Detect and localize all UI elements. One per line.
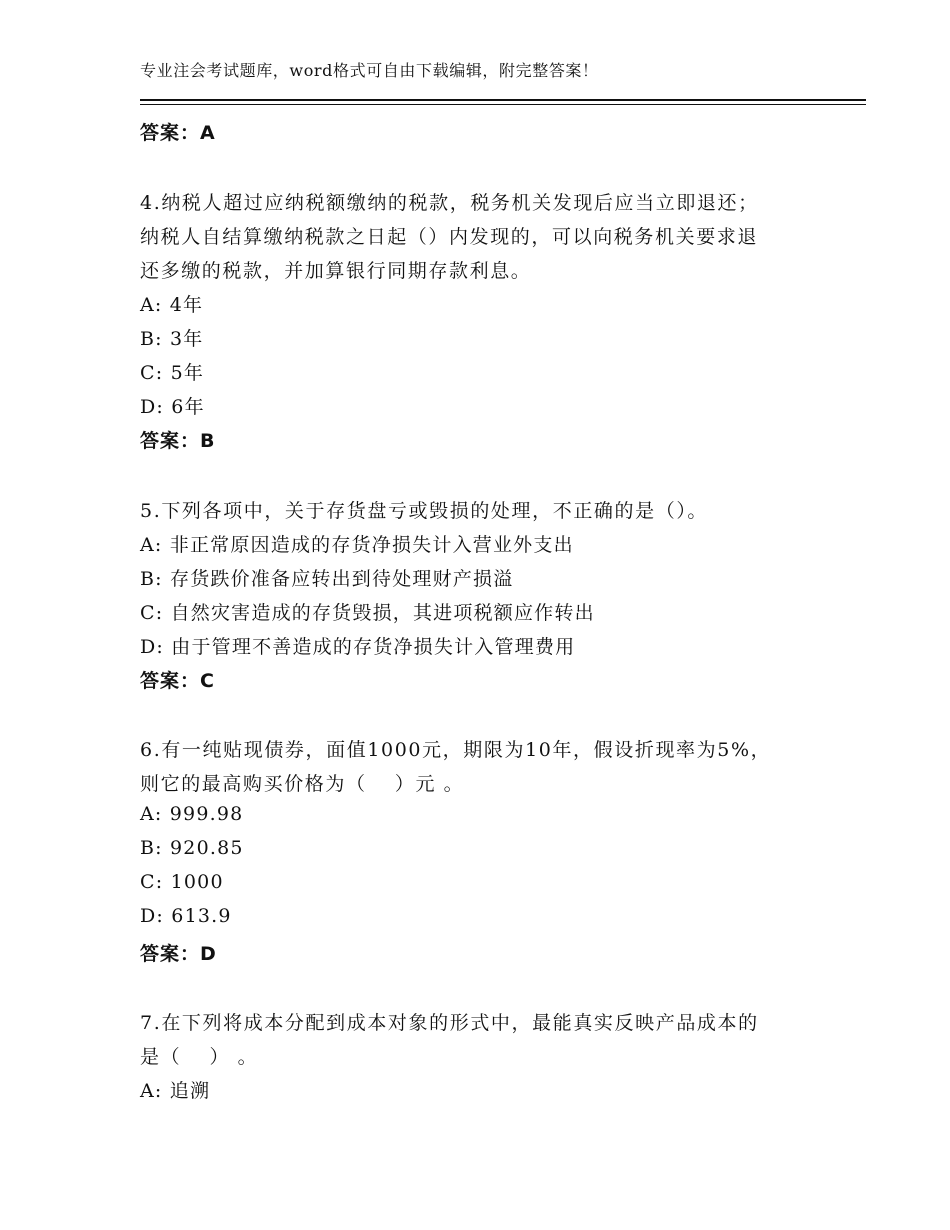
question-5-line-1: 5.下列各项中，关于存货盘亏或毁损的处理，不正确的是（）。 <box>140 500 709 522</box>
question-7-option-a: A: 追溯 <box>140 1080 211 1102</box>
question-7-line-1: 7.在下列将成本分配到成本对象的形式中，最能真实反映产品成本的 <box>140 1012 759 1034</box>
question-4-line-3: 还多缴的税款，并加算银行同期存款利息。 <box>140 260 532 282</box>
header-rule-thin <box>140 104 866 105</box>
question-5-option-d: D: 由于管理不善造成的存货净损失计入管理费用 <box>140 636 576 658</box>
question-4-option-c: C: 5年 <box>140 362 205 384</box>
question-5-option-b: B: 存货跌价准备应转出到待处理财产损溢 <box>140 568 514 590</box>
question-5-option-c: C: 自然灾害造成的存货毁损，其进项税额应作转出 <box>140 602 595 624</box>
question-6-answer: 答案：D <box>140 943 217 965</box>
question-6-option-b: B: 920.85 <box>140 837 244 859</box>
question-6-option-d: D: 613.9 <box>140 905 232 927</box>
question-6-option-a: A: 999.98 <box>140 803 244 825</box>
question-7-line-2: 是（ ） 。 <box>140 1046 259 1068</box>
question-4-option-d: D: 6年 <box>140 396 205 418</box>
question-5-option-a: A: 非正常原因造成的存货净损失计入营业外支出 <box>140 534 574 556</box>
question-4-answer: 答案：B <box>140 430 216 452</box>
question-6-line-1: 6.有一纯贴现债券，面值1000元，期限为10年，假设折现率为5%， <box>140 739 772 761</box>
previous-answer: 答案：A <box>140 122 216 144</box>
page-header: 专业注会考试题库，word格式可自由下载编辑，附完整答案！ <box>140 61 599 80</box>
question-4-line-1: 4.纳税人超过应纳税额缴纳的税款，税务机关发现后应当立即退还； <box>140 192 759 214</box>
question-6-option-c: C: 1000 <box>140 871 224 893</box>
question-5-answer: 答案：C <box>140 670 215 692</box>
question-4-option-a: A: 4年 <box>140 294 204 316</box>
header-rule-thick <box>140 99 866 101</box>
question-6-line-2: 则它的最高购买价格为（ ）元 。 <box>140 773 465 795</box>
question-4-option-b: B: 3年 <box>140 328 204 350</box>
question-4-line-2: 纳税人自结算缴纳税款之日起（）内发现的，可以向税务机关要求退 <box>140 226 759 248</box>
